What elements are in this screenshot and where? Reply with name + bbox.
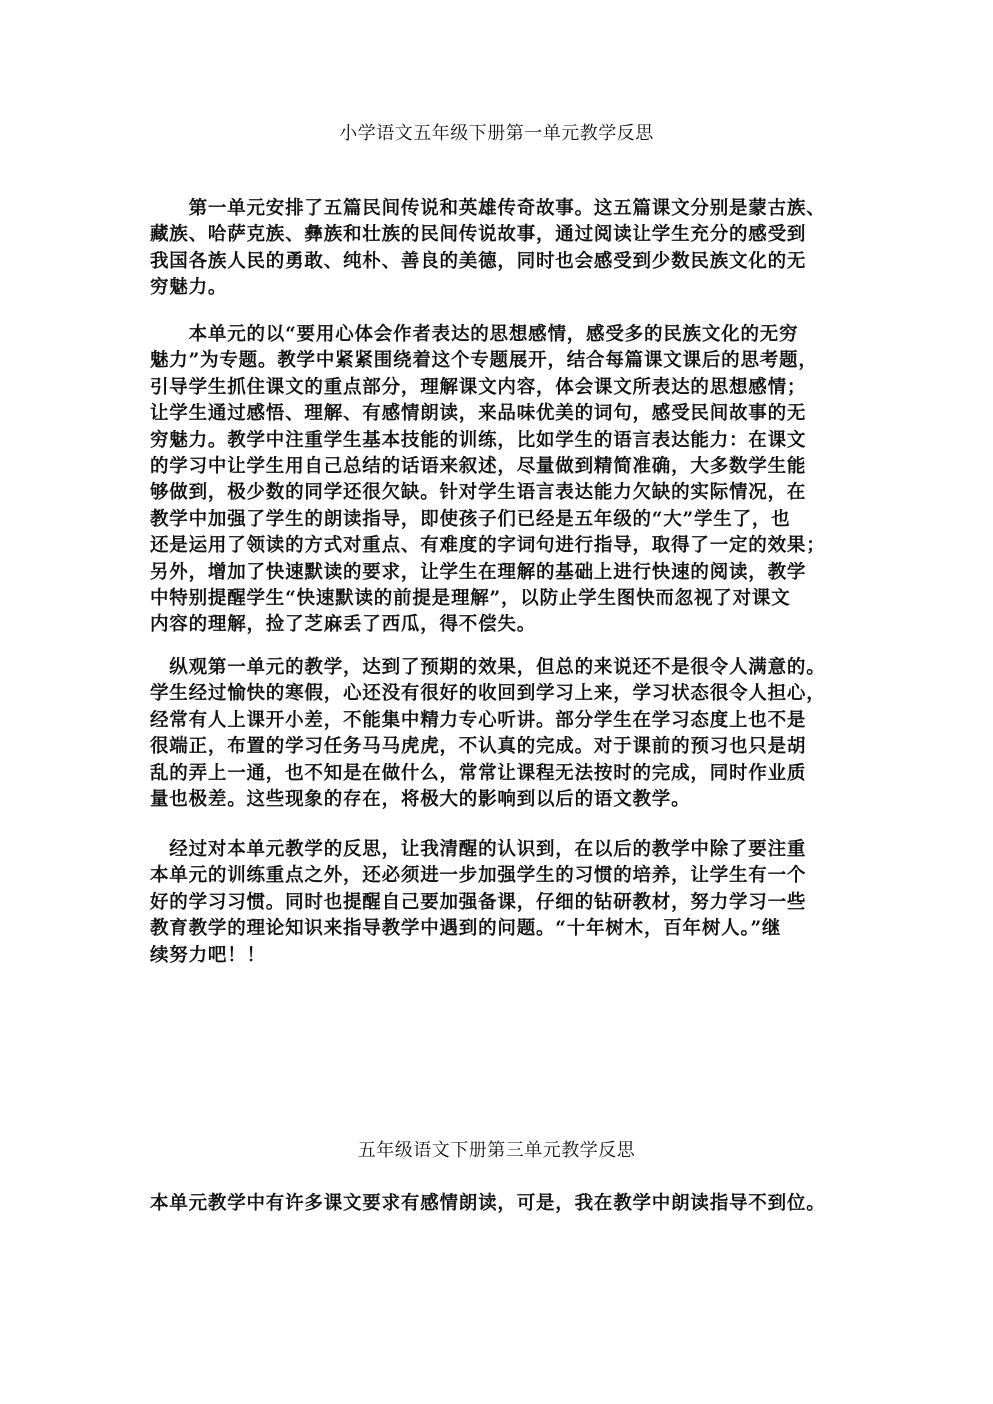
- section-1-paragraph-2: 本单元的以“要用心体会作者表达的思想感情，感受多的民族文化的无穷 魅力”为专题。教学中紧紧围绕着这个专题展开，结合每篇课文课后的思考题， 引导学生抓住课文的重点部分，理解课文内容，体会课文所表达的思想感情； 让学生通过感悟、理解、有感情朗读，来品味优美的词句，感受民间故事的无 穷魅力。教学中注重学生基本技能的训练，比如学生的语言表达能力：在课文 的学习中让学生用自己总结的话语来叙述，尽量做到精简准确，大多数学生能 够做到，极少数的同学还很欠缺。针对学生语言表达能力欠缺的实际情况，在 教学中加强了学生的朗读指导，即使孩子们已经是五年级的“大”学生了，也 还是运用了领读的方式对重点、有难度的字词句进行指导，取得了一定的效果； 另外，增加了快速默读的要求，让学生在理解的基础上进行快速的阅读，教学 中特别提醒学生“快速默读的前提是理解”，以防止学生图快而忽视了对课文 内容的理解，捡了芝麻丢了西瓜，得不偿失。: [150, 324, 826, 636]
- section-1-title: 小学语文五年级下册第一单元教学反思: [339, 123, 654, 144]
- section-1-paragraph-3: 纵观第一单元的教学，达到了预期的效果，但总的来说还不是很令人满意的。 学生经过愉快的寒假，心还没有很好的收回到学习上来，学习状态很令人担心， 经常有人上课开小差，不能集中精力专心听讲。部分学生在学习态度上也不是 很端正，布置的学习任务马马虎虎，不认真的完成。对于课前的预习也只是胡 乱的弄上一通，也不知是在做什么，常常让课程无法按时的完成，同时作业质 量也极差。这些现象的存在，将极大的影响到以后的语文教学。: [150, 657, 826, 811]
- section-1-paragraph-4: 经过对本单元教学的反思，让我清醒的认识到，在以后的教学中除了要注重 本单元的训练重点之外，还必须进一步加强学生的习惯的培养，让学生有一个 好的学习习惯。同时也提醒自己要加强备课，仔细的钻研教材，努力学习一些 教育教学的理论知识来指导教学中遇到的问题。“十年树木，百年树人。”继 续努力吧！！: [150, 839, 807, 966]
- section-2-paragraph-1: 本单元教学中有许多课文要求有感情朗读，可是，我在教学中朗读指导不到位。: [150, 1193, 826, 1214]
- section-2-title: 五年级语文下册第三单元教学反思: [357, 1140, 636, 1161]
- section-1-paragraph-1: 第一单元安排了五篇民间传说和英雄传奇故事。这五篇课文分别是蒙古族、 藏族、哈萨克族、彝族和壮族的民间传说故事，通过阅读让学生充分的感受到 我国各族人民的勇敢、纯朴、善良的美德，同时也会感受到少数民族文化的无 穷魅力。: [150, 198, 826, 299]
